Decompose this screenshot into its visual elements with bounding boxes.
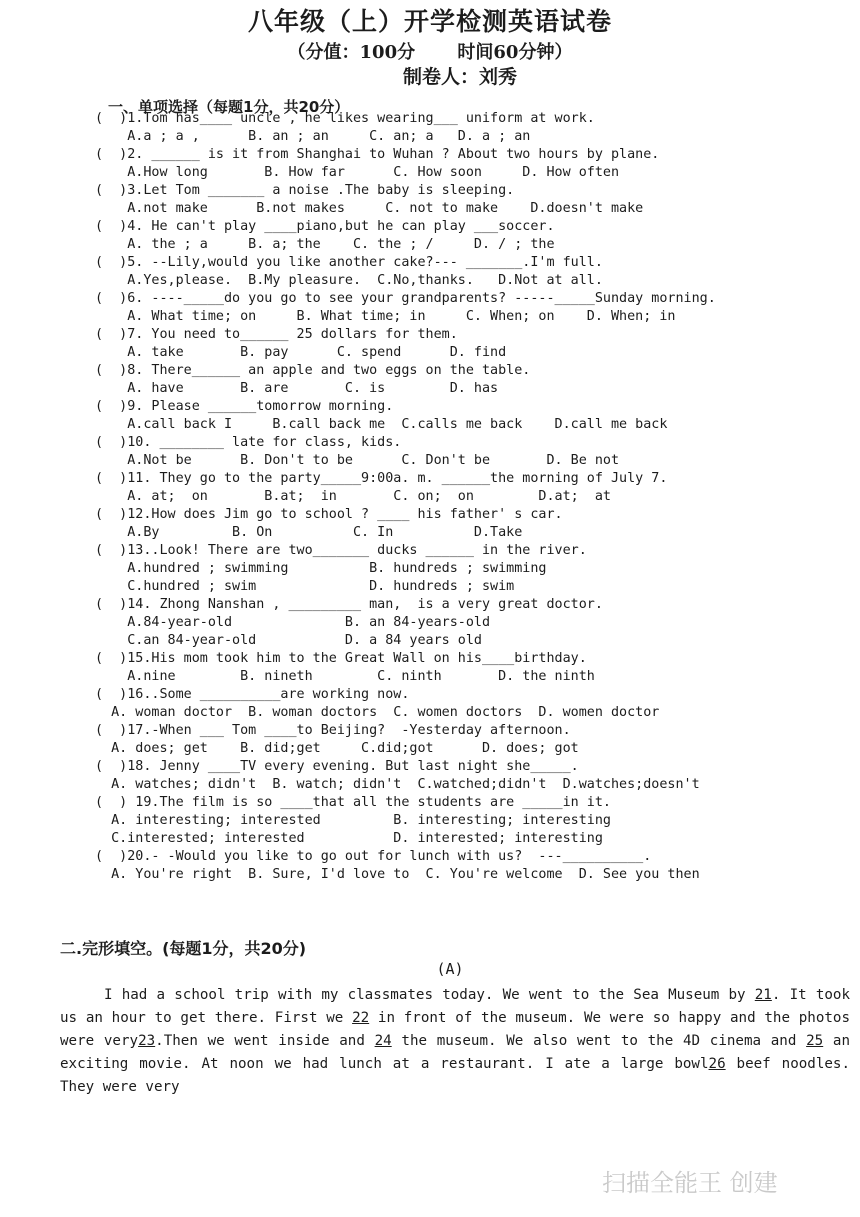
answer-options: C.hundred ; swim D. hundreds ; swim: [95, 579, 515, 594]
blank-number: 21: [754, 987, 772, 1003]
question-stem: ( )8. There______ an apple and two eggs on the table.: [95, 363, 531, 378]
answer-options: A. interesting; interested B. interesting; interesting: [95, 813, 611, 828]
passage-text: .Then we went inside and: [155, 1033, 375, 1049]
score-info: （分值：100分: [287, 42, 416, 63]
question-stem: ( )9. Please ______tomorrow morning.: [95, 399, 394, 414]
answer-options: A. at; on B.at; in C. on; on D.at; at: [95, 489, 611, 504]
question-stem: ( ) 19.The film is so ____that all the students are _____in it.: [95, 795, 611, 810]
section1-title: 一、单项选择（每题1分，共20分）: [108, 98, 350, 116]
question-stem: ( )10. ________ late for class, kids.: [95, 435, 402, 450]
answer-options: A. does; get B. did;get C.did;got D. does; got: [95, 741, 579, 756]
question-stem: ( )7. You need to______ 25 dollars for them.: [95, 327, 458, 342]
answer-options: A.nine B. nineth C. ninth D. the ninth: [95, 669, 595, 684]
passage-text: beef noodles. They were very: [60, 1056, 850, 1095]
answer-options: A. the ; a B. a; the C. the ; / D. / ; the: [95, 237, 555, 252]
question-stem: ( )12.How does Jim go to school ? ____ his father' s car.: [95, 507, 563, 522]
answer-options: A. have B. are C. is D. has: [95, 381, 499, 396]
answer-options: A. You're right B. Sure, I'd love to C. You're welcome D. See you then: [95, 867, 700, 882]
question-stem: ( )18. Jenny ____TV every evening. But last night she_____.: [95, 759, 579, 774]
answer-options: A.a ; a , B. an ; an C. an; a D. a ; an: [95, 129, 531, 144]
answer-options: A.Not be B. Don't to be C. Don't be D. Be not: [95, 453, 620, 468]
question-stem: ( )15.His mom took him to the Great Wall on his____birthday.: [95, 651, 587, 666]
blank-number: 23: [138, 1033, 156, 1049]
answer-options: A.84-year-old B. an 84-years-old: [95, 615, 491, 630]
question-stem: ( )6. ----_____do you go to see your grandparents? -----_____Sunday morning.: [95, 291, 716, 306]
passage-label: (A): [436, 960, 464, 978]
answer-options: A. watches; didn't B. watch; didn't C.watched;didn't D.watches;doesn't: [95, 777, 700, 792]
question-stem: ( )1.Tom has____ uncle , he likes wearing___ uniform at work.: [95, 111, 595, 126]
passage-text: . It took us an hour to get there. First we: [60, 987, 851, 1026]
passage-text: the museum. We also went to the 4D cinema and: [391, 1033, 807, 1049]
answer-options: C.interested; interested D. interested; interesting: [95, 831, 603, 846]
question-stem: ( )4. He can't play ____piano,but he can play ___soccer.: [95, 219, 555, 234]
question-list: [95, 110, 815, 884]
question-stem: ( )2. ______ is it from Shanghai to Wuhan ? About two hours by plane.: [95, 147, 660, 162]
blank-number: 26: [708, 1056, 726, 1072]
author-line: 制卷人：刘秀: [402, 66, 517, 88]
passage-text: I had a school trip with my classmates today. We went to the Sea Museum by: [104, 987, 755, 1003]
blank-number: 24: [374, 1033, 392, 1049]
passage-paragraph: [60, 984, 850, 1099]
time-info: 时间60分钟）: [457, 42, 573, 63]
answer-options: A.hundred ; swimming B. hundreds ; swimming: [95, 561, 547, 576]
question-stem: ( )14. Zhong Nanshan , _________ man, is a very great doctor.: [95, 597, 603, 612]
answer-options: A.By B. On C. In D.Take: [95, 525, 523, 540]
question-stem: ( )17.-When ___ Tom ____to Beijing? -Yesterday afternoon.: [95, 723, 571, 738]
passage-text: in front of the museum. We were so happy and the photos were very: [60, 1010, 850, 1049]
answer-options: A.Yes,please. B.My pleasure. C.No,thanks. D.Not at all.: [95, 273, 603, 288]
question-stem: ( )16..Some __________are working now.: [95, 687, 410, 702]
question-stem: ( )11. They go to the party_____9:00a. m. ______the morning of July 7.: [95, 471, 668, 486]
blank-number: 25: [806, 1033, 824, 1049]
answer-options: A.How long B. How far C. How soon D. How often: [95, 165, 620, 180]
question-stem: ( )5. --Lily,would you like another cake?--- _______.I'm full.: [95, 255, 603, 270]
cloze-passage: [60, 984, 850, 1099]
question-stem: ( )20.- -Would you like to go out for lunch with us? ---__________.: [95, 849, 652, 864]
scanner-watermark: 扫描全能王 创建: [602, 1169, 778, 1197]
answer-options: A. What time; on B. What time; in C. When; on D. When; in: [95, 309, 676, 324]
passage-text: an exciting movie. At noon we had lunch at a restaurant. I ate a large bowl: [60, 1033, 851, 1072]
answer-options: A. woman doctor B. woman doctors C. women doctors D. women doctor: [95, 705, 660, 720]
answer-options: A.not make B.not makes C. not to make D.doesn't make: [95, 201, 644, 216]
answer-options: A. take B. pay C. spend D. find: [95, 345, 507, 360]
section2-title: 二.完形填空。(每题1分，共20分): [60, 939, 307, 958]
question-stem: ( )13..Look! There are two_______ ducks ______ in the river.: [95, 543, 587, 558]
exam-title: 八年级（上）开学检测英语试卷: [247, 7, 612, 36]
answer-options: C.an 84-year-old D. a 84 years old: [95, 633, 482, 648]
question-stem: ( )3.Let Tom _______ a noise .The baby is sleeping.: [95, 183, 515, 198]
exam-meta: [0, 38, 860, 64]
answer-options: A.call back I B.call back me C.calls me back D.call me back: [95, 417, 668, 432]
blank-number: 22: [352, 1010, 370, 1026]
